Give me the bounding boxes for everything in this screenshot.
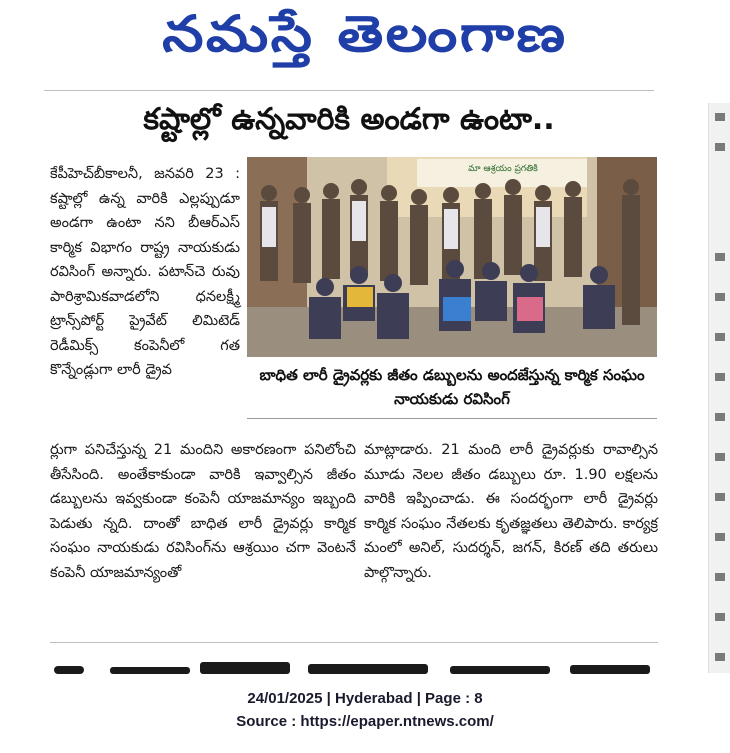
caption-divider [247,418,657,419]
article-end-rule [50,642,658,643]
article-body-left [50,438,356,585]
body-paragraph-top: కేపీహెచ్‌బీకాలనీ, జనవరి 23 : కష్టాల్లో ఉన్న వారికి ఎల్లప్పుడూ అండగా ఉంటా నని బీఆర్‌ఎస్ కార్మిక విభాగం రాష్ట్ర నాయకుడు రవిసింగ్ అన్నారు. పటాన్‌చె రువు పారిశ్రామికవాడలోని ధనలక్ష్మీ ట్రాన్స్‌పోర్ట్ ప్రైవేట్ లిమిటెడ్ రెడీమిక్స్ కంపెనీలో గత కొన్నేండ్లుగా లారీ డ్రైవ [50,166,240,378]
next-headline-tops [50,658,658,674]
body-paragraph-left: ర్లుగా పనిచేస్తున్న 21 మందిని అకారణంగా పనిలోంచి తీసేసింది. అంతేకాకుండా వారికి ఇవ్వాల్సిన జీతం డబ్బులను ఇవ్వకుండా కంపెనీ యాజమాన్యం ఇబ్బంది పెడుతు న్నది. దాంతో బాధిత లారీ డ్రైవర్లు కార్మిక సంఘం నాయకుడు రవిసింగ్‌ను ఆశ్రయిం చగా వెంటనే కంపెనీ యాజమాన్యంతో [50,442,356,581]
footer-date-edition: 24/01/2025 | Hyderabad | Page : 8 [247,690,483,707]
masthead-rule [44,90,654,91]
photo-banner-text: మా ఆశ్రయం ప్రగతికి [468,164,538,174]
masthead-title: నమస్తే తెలంగాణ [162,4,568,63]
body-paragraph-right: మాట్లాడారు. 21 మంది లారీ డ్రైవర్లుకు రావాల్సిన మూడు నెలల జీతం డబ్బులు రూ. 1.90 లక్షలను వారికి ఇప్పించాడు. ఈ సందర్భంగా లారీ డ్రైవర్లు కార్మిక సంఘం నేతలకు కృతజ్ఞతలు తెలిపారు. కార్యక్ర మంలో అనిల్, సుదర్శన్, జగన్, కిరణ్ తది తరులు పాల్గొన్నారు. [364,442,658,581]
article-body-top [50,162,240,383]
footer-source: Source : https://epaper.ntnews.com/ [236,713,494,730]
photo-illustration [247,157,657,357]
article-body-right [364,438,658,585]
adjacent-column-glyphs [709,103,730,673]
adjacent-column-edge [708,103,730,673]
article-headline: కష్టాల్లో ఉన్నవారికి అండగా ఉంటా.. [143,102,555,137]
photo-caption: బాధిత లారీ డ్రైవర్లకు జీతం డబ్బులను అందజేస్తున్న కార్మిక సంఘం నాయకుడు రవిసింగ్ [259,366,645,408]
masthead [0,0,730,86]
next-article-fragment [50,658,658,674]
article-photo [247,157,657,357]
